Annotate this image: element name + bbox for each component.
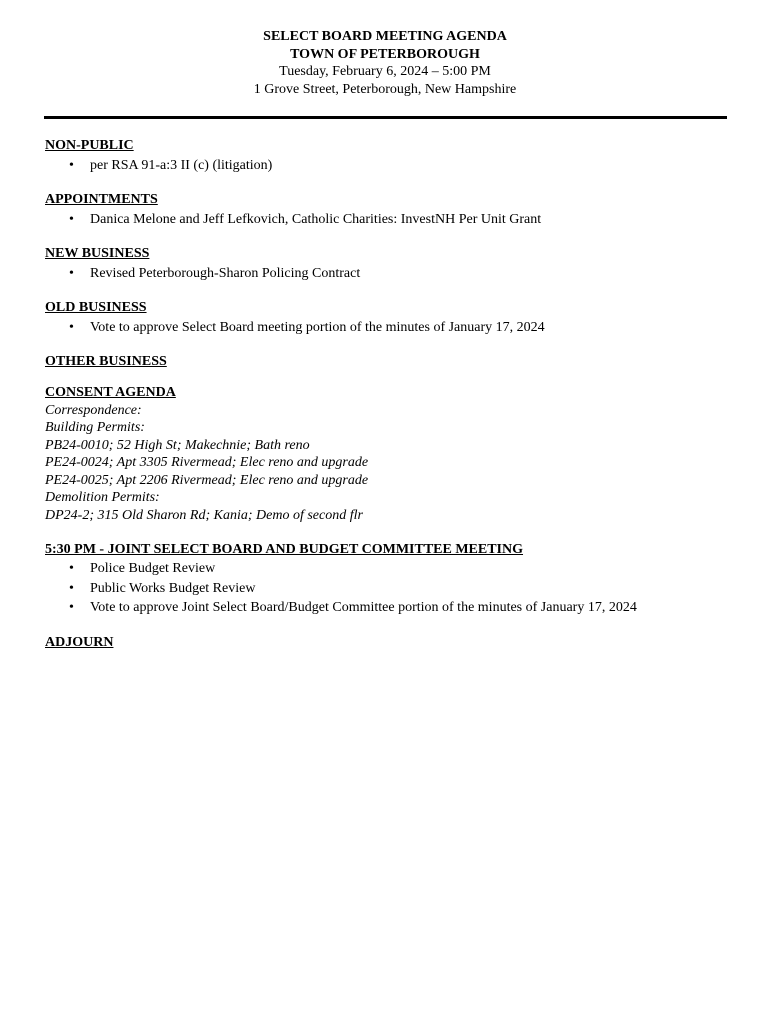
bullet-list: [45, 559, 735, 618]
section-heading: CONSENT AGENDA: [45, 384, 176, 400]
list-item: [45, 318, 735, 338]
bullet-list: [45, 264, 735, 284]
list-item: [45, 559, 735, 579]
list-item: [45, 579, 735, 599]
consent-line: PE24-0025; Apt 2206 Rivermead; Elec reno and upgrade: [45, 472, 369, 488]
list-item-text: Police Budget Review: [90, 561, 216, 577]
meeting-datetime: Tuesday, February 6, 2024 – 5:00 PM: [279, 64, 491, 79]
list-item: [45, 264, 735, 284]
bullet-list: [45, 318, 735, 338]
section-heading: NON-PUBLIC: [45, 138, 134, 153]
consent-line: PE24-0024; Apt 3305 Rivermead; Elec reno and upgrade: [45, 455, 369, 471]
list-item-text: Danica Melone and Jeff Lefkovich, Catholic Charities: InvestNH Per Unit Grant: [90, 211, 542, 227]
section-old-business: [45, 298, 735, 337]
section-other-business: [45, 352, 735, 372]
bullet-list: [45, 210, 735, 230]
consent-line: Building Permits:: [45, 420, 145, 436]
bullet-icon: •: [69, 319, 74, 335]
list-item-text: Vote to approve Select Board meeting portion of the minutes of January 17, 2024: [90, 319, 545, 335]
list-item: [45, 156, 735, 176]
section-consent-agenda: [45, 383, 735, 525]
bullet-icon: •: [69, 265, 74, 281]
meeting-address: 1 Grove Street, Peterborough, New Hampshire: [253, 81, 517, 97]
section-heading: APPOINTMENTS: [45, 192, 158, 207]
bullet-list: [45, 156, 735, 176]
agenda-header: [0, 28, 770, 98]
consent-line: Demolition Permits:: [45, 490, 160, 506]
agenda-content: [45, 136, 735, 667]
list-item: [45, 210, 735, 230]
section-joint-meeting: [45, 540, 735, 618]
section-adjourn: [45, 633, 735, 653]
consent-line: DP24-2; 315 Old Sharon Rd; Kania; Demo of second flr: [45, 508, 363, 524]
section-heading: ADJOURN: [45, 634, 114, 650]
list-item-text: Public Works Budget Review: [90, 580, 256, 596]
bullet-icon: •: [69, 211, 74, 227]
consent-agenda-lines: [45, 402, 735, 525]
bullet-icon: •: [69, 561, 74, 577]
section-heading: 5:30 PM - JOINT SELECT BOARD AND BUDGET COMMITTEE MEETING: [45, 541, 524, 557]
header-divider: [44, 116, 727, 119]
section-non-public: [45, 136, 735, 175]
list-item-text: per RSA 91-a:3 II (c) (litigation): [90, 157, 273, 173]
section-new-business: [45, 244, 735, 283]
consent-line: PB24-0010; 52 High St; Makechnie; Bath reno: [45, 437, 310, 453]
list-item: [45, 598, 735, 618]
section-heading: OLD BUSINESS: [45, 300, 147, 315]
bullet-icon: •: [69, 600, 74, 616]
consent-line: Correspondence:: [45, 402, 142, 418]
agenda-title: SELECT BOARD MEETING AGENDA: [263, 29, 507, 44]
list-item-text: Vote to approve Joint Select Board/Budget Committee portion of the minutes of January 17, 2024: [90, 600, 637, 616]
section-heading: NEW BUSINESS: [45, 246, 150, 261]
bullet-icon: •: [69, 157, 74, 173]
section-heading: OTHER BUSINESS: [45, 354, 167, 369]
section-appointments: [45, 190, 735, 229]
bullet-icon: •: [69, 580, 74, 596]
list-item-text: Revised Peterborough-Sharon Policing Contract: [90, 265, 361, 281]
town-name: TOWN OF PETERBOROUGH: [290, 46, 480, 62]
